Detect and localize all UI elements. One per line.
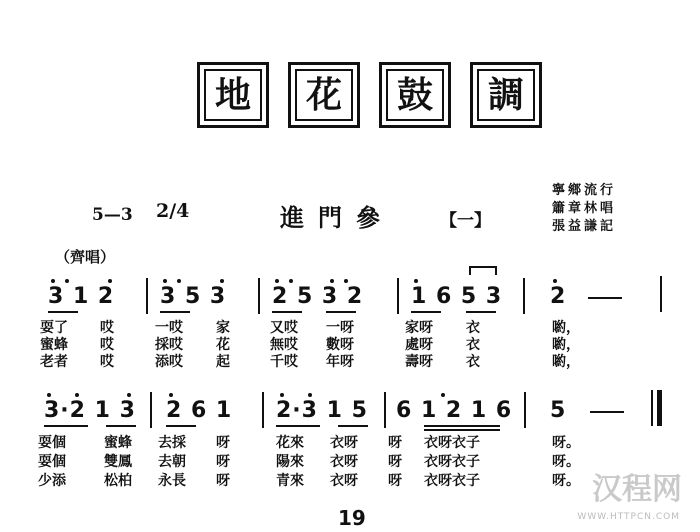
barline bbox=[660, 276, 662, 312]
beam-underline bbox=[272, 311, 302, 313]
lyric-syllable: 壽呀 bbox=[405, 354, 433, 370]
measure-10-notes: 5 bbox=[550, 398, 567, 423]
credit-line-2: 簫章林唱 bbox=[552, 201, 617, 216]
octave-dot bbox=[75, 393, 79, 397]
tie-mark bbox=[468, 263, 498, 277]
measure-7-notes: 2 6 1 bbox=[166, 398, 233, 423]
lyric-syllable: 衣呀衣子 bbox=[424, 454, 480, 470]
lyric-syllable: 花來 bbox=[276, 435, 304, 451]
lyric-syllable: 家呀 bbox=[405, 320, 433, 336]
lyric-syllable: 耍了 bbox=[40, 320, 68, 336]
part-label: （齊唱） bbox=[55, 248, 116, 266]
lyric-syllable: 哎 bbox=[100, 354, 114, 370]
title-char: 地 bbox=[214, 74, 251, 116]
octave-dot bbox=[108, 279, 112, 283]
barline bbox=[384, 392, 386, 428]
beam-underline bbox=[276, 425, 320, 427]
barline bbox=[262, 392, 264, 428]
lyric-syllable: 青來 bbox=[276, 473, 304, 489]
beam-underline bbox=[424, 425, 500, 427]
lyric-syllable: 無哎 bbox=[270, 337, 298, 353]
lyric-syllable: 呀。 bbox=[552, 435, 580, 451]
beam-underline bbox=[48, 311, 78, 313]
lyric-syllable: 花 bbox=[216, 337, 230, 353]
barline bbox=[150, 392, 152, 428]
lyric-syllable: 衣呀 bbox=[330, 454, 358, 470]
octave-dot bbox=[275, 279, 279, 283]
title-box-3 bbox=[379, 62, 451, 128]
octave-dot bbox=[441, 393, 445, 397]
lyric-syllable: 蜜蜂 bbox=[104, 435, 132, 451]
lyric-syllable: 呀 bbox=[388, 435, 402, 451]
measure-6-notes: 3·2 1 3 bbox=[44, 398, 136, 423]
lyric-syllable: 去朝 bbox=[158, 454, 186, 470]
title-char: 調 bbox=[487, 74, 524, 116]
beam-underline bbox=[411, 311, 441, 313]
octave-dot bbox=[308, 393, 312, 397]
lyric-syllable: 耍個 bbox=[38, 454, 66, 470]
lyric-syllable: 一呀 bbox=[326, 320, 354, 336]
lyric-syllable: 永長 bbox=[158, 473, 186, 489]
lyric-syllable: 喲， bbox=[552, 354, 580, 370]
beam-underline bbox=[44, 425, 88, 427]
lyric-syllable: 起 bbox=[216, 354, 230, 370]
octave-dot bbox=[330, 279, 334, 283]
lyric-syllable: 衣呀衣子 bbox=[424, 473, 480, 489]
barline bbox=[397, 278, 399, 314]
watermark-logo: 汉程网 bbox=[592, 472, 682, 507]
octave-dot bbox=[163, 279, 167, 283]
barline bbox=[523, 278, 525, 314]
barline bbox=[146, 278, 148, 314]
lyric-syllable: 一哎 bbox=[155, 320, 183, 336]
lyric-syllable: 呀 bbox=[216, 473, 230, 489]
octave-dot bbox=[289, 279, 293, 283]
lyric-syllable: 家 bbox=[216, 320, 230, 336]
watermark-url: WWW.HTTPCN.COM bbox=[577, 512, 680, 522]
final-barline-thick bbox=[657, 390, 662, 426]
barline bbox=[524, 392, 526, 428]
lyric-syllable: 呀。 bbox=[552, 454, 580, 470]
lyric-syllable: 呀 bbox=[216, 435, 230, 451]
title-char: 花 bbox=[305, 74, 342, 116]
lyric-syllable: 耍個 bbox=[38, 435, 66, 451]
time-signature: 2/4 bbox=[156, 200, 190, 222]
beam-underline bbox=[466, 311, 496, 313]
beam-underline bbox=[338, 425, 368, 427]
lyric-syllable: 處呀 bbox=[405, 337, 433, 353]
credit-line-1: 寧鄉流行 bbox=[552, 183, 617, 198]
octave-dot bbox=[169, 393, 173, 397]
title-box-2 bbox=[288, 62, 360, 128]
beam-underline bbox=[106, 425, 136, 427]
lyric-syllable: 衣 bbox=[466, 320, 480, 336]
lyric-syllable: 衣呀 bbox=[330, 435, 358, 451]
lyric-syllable: 又哎 bbox=[270, 320, 298, 336]
lyric-syllable: 呀。 bbox=[552, 473, 580, 489]
final-barline-thin bbox=[651, 390, 653, 426]
lyric-syllable: 添哎 bbox=[155, 354, 183, 370]
octave-dot bbox=[51, 279, 55, 283]
octave-dot bbox=[553, 279, 557, 283]
lyric-syllable: 喲， bbox=[552, 337, 580, 353]
lyric-syllable: 千哎 bbox=[270, 354, 298, 370]
lyric-syllable: 數呀 bbox=[326, 337, 354, 353]
lyric-syllable: 衣 bbox=[466, 354, 480, 370]
lyric-syllable: 哎 bbox=[100, 337, 114, 353]
lyric-syllable: 去採 bbox=[158, 435, 186, 451]
octave-dot bbox=[177, 279, 181, 283]
lyric-syllable: 衣 bbox=[466, 337, 480, 353]
lyric-syllable: 採哎 bbox=[155, 337, 183, 353]
measure-5-notes: 2 bbox=[550, 284, 567, 309]
lyric-syllable: 呀 bbox=[216, 454, 230, 470]
title-box-1 bbox=[197, 62, 269, 128]
lyric-syllable: 蜜蜂 bbox=[40, 337, 68, 353]
lyric-syllable: 衣呀 bbox=[330, 473, 358, 489]
page-number: 19 bbox=[338, 506, 366, 530]
measure-8-notes: 2·3 1 5 bbox=[276, 398, 368, 423]
lyric-syllable: 喲， bbox=[552, 320, 580, 336]
song-title: 進門參 bbox=[280, 203, 394, 232]
beam-underline bbox=[424, 429, 500, 431]
measure-1-notes: 3 1 2 bbox=[48, 284, 115, 309]
octave-dot bbox=[344, 279, 348, 283]
lyric-syllable: 哎 bbox=[100, 320, 114, 336]
key-signature: 5—3 bbox=[92, 205, 133, 225]
beam-underline bbox=[326, 311, 356, 313]
beam-underline bbox=[166, 425, 196, 427]
lyric-syllable: 年呀 bbox=[326, 354, 354, 370]
section-label: 【一】 bbox=[440, 211, 491, 231]
sustain-dash bbox=[588, 297, 622, 299]
title-char: 鼓 bbox=[396, 74, 433, 116]
octave-dot bbox=[127, 393, 131, 397]
octave-dot bbox=[280, 393, 284, 397]
sustain-dash bbox=[590, 411, 624, 413]
measure-2-notes: 3 5 3 bbox=[160, 284, 227, 309]
octave-dot bbox=[65, 279, 69, 283]
lyric-syllable: 松柏 bbox=[104, 473, 132, 489]
octave-dot bbox=[414, 279, 418, 283]
lyric-syllable: 雙鳳 bbox=[104, 454, 132, 470]
lyric-syllable: 陽來 bbox=[276, 454, 304, 470]
lyric-syllable: 少添 bbox=[38, 473, 66, 489]
lyric-syllable: 衣呀衣子 bbox=[424, 435, 480, 451]
measure-3-notes: 2 5 3 2 bbox=[272, 284, 364, 309]
barline bbox=[258, 278, 260, 314]
measure-4-notes: 1 6 5 3 bbox=[411, 284, 503, 309]
lyric-syllable: 呀 bbox=[388, 473, 402, 489]
measure-9-notes: 6 1 2 1 6 bbox=[396, 398, 513, 423]
octave-dot bbox=[220, 279, 224, 283]
credit-line-3: 張益謙記 bbox=[552, 219, 617, 234]
lyric-syllable: 老者 bbox=[40, 354, 68, 370]
lyric-syllable: 呀 bbox=[388, 454, 402, 470]
title-box-4 bbox=[470, 62, 542, 128]
octave-dot bbox=[47, 393, 51, 397]
beam-underline bbox=[160, 311, 190, 313]
